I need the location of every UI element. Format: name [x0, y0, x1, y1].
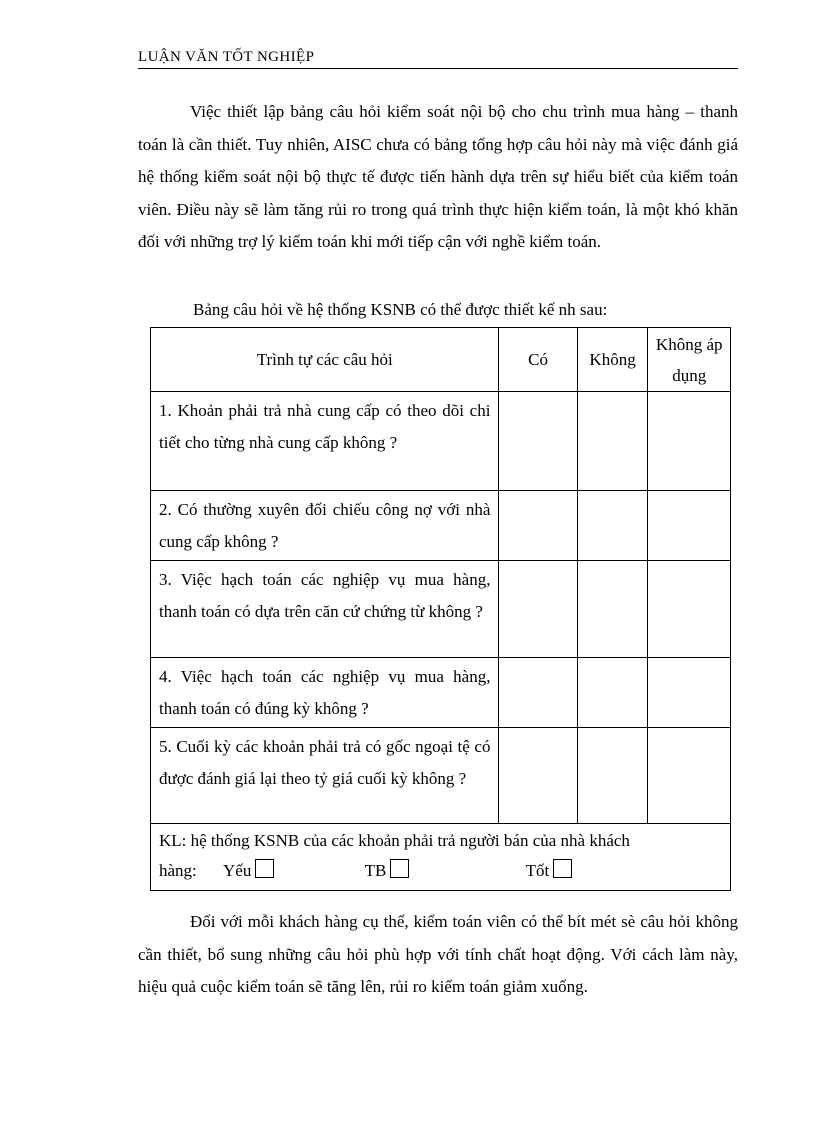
header-title: LUẬN VĂN TỐT NGHIỆP — [138, 49, 315, 65]
answer-na-cell[interactable] — [648, 491, 731, 561]
conclusion-row — [151, 824, 731, 891]
answer-no-cell[interactable] — [577, 561, 648, 658]
header-no: Không — [577, 328, 648, 392]
running-header — [138, 49, 738, 69]
answer-yes-cell[interactable] — [499, 728, 577, 824]
question-1: 1. Khoản phải trả nhà cung cấp có theo dõi chi tiết cho từng nhà cung cấp không ? — [159, 401, 491, 452]
option-weak — [223, 856, 274, 886]
option-average-label: TB — [364, 861, 387, 880]
answer-no-cell[interactable] — [577, 491, 648, 561]
answer-na-cell[interactable] — [648, 728, 731, 824]
table-row — [151, 491, 731, 561]
header-yes: Có — [499, 328, 577, 392]
question-4: 4. Việc hạch toán các nghiệp vụ mua hàng, thanh toán có đúng kỳ không ? — [159, 667, 491, 718]
question-3: 3. Việc hạch toán các nghiệp vụ mua hàng, thanh toán có dựa trên căn cứ chứng từ không ? — [159, 570, 491, 621]
table-row — [151, 561, 731, 658]
answer-yes-cell[interactable] — [499, 491, 577, 561]
conclusion-options — [159, 856, 722, 886]
answer-na-cell[interactable] — [648, 561, 731, 658]
conclusion — [151, 824, 730, 890]
questionnaire-table — [150, 327, 731, 891]
header-na: Không áp dụng — [648, 328, 731, 392]
option-weak-label: Yếu — [223, 861, 252, 880]
answer-no-cell[interactable] — [577, 392, 648, 491]
answer-yes-cell[interactable] — [499, 561, 577, 658]
table-header-row — [151, 328, 731, 392]
conclusion-text: KL: hệ thống KSNB của các khoản phải trả người bán của nhà khách — [159, 831, 630, 850]
paragraph-2-text: Đối với mỗi khách hàng cụ thể, kiểm toán viên có thể bít mét sè câu hỏi không cần thiết, bổ sung những câu hỏi phù hợp với tính chất hoạt động. Với cách làm này, hiệu quả cuộc kiểm toán sẽ tăng lên, rủi ro kiểm toán giảm xuống. — [138, 912, 738, 996]
option-average-checkbox[interactable] — [390, 859, 409, 878]
table-row — [151, 658, 731, 728]
paragraph-1-text: Việc thiết lập bảng câu hỏi kiểm soát nội bộ cho chu trình mua hàng – thanh toán là cần thiết. Tuy nhiên, AISC chưa có bảng tổng hợp câu hỏi này mà việc đánh giá hệ thống kiểm soát nội bộ thực tế được tiến hành dựa trên sự hiểu biết của kiểm toán viên. Điều này sẽ làm tăng rủi ro trong quá trình thực hiện kiểm toán, là một khó khăn đối với những trợ lý kiểm toán khi mới tiếp cận với nghề kiểm toán. — [138, 102, 738, 251]
option-good-checkbox[interactable] — [553, 859, 572, 878]
option-good — [526, 856, 573, 886]
answer-na-cell[interactable] — [648, 658, 731, 728]
question-2: 2. Có thường xuyên đối chiếu công nợ với nhà cung cấp không ? — [159, 500, 491, 551]
option-average — [365, 856, 410, 886]
answer-no-cell[interactable] — [577, 658, 648, 728]
answer-na-cell[interactable] — [648, 392, 731, 491]
paragraph-2 — [138, 906, 738, 1004]
option-good-label: Tốt — [525, 861, 550, 880]
answer-yes-cell[interactable] — [499, 392, 577, 491]
answer-yes-cell[interactable] — [499, 658, 577, 728]
conclusion-prefix: hàng: — [159, 861, 197, 880]
header-question: Trình tự các câu hỏi — [151, 328, 499, 392]
table-intro: Bảng câu hỏi về hệ thống KSNB có thể được thiết kế nh sau: — [193, 300, 608, 319]
option-weak-checkbox[interactable] — [255, 859, 274, 878]
table-row — [151, 392, 731, 491]
paragraph-1 — [138, 96, 738, 259]
table-row — [151, 728, 731, 824]
answer-no-cell[interactable] — [577, 728, 648, 824]
question-5: 5. Cuối kỳ các khoản phải trả có gốc ngoại tệ có được đánh giá lại theo tỷ giá cuối kỳ không ? — [159, 737, 491, 788]
